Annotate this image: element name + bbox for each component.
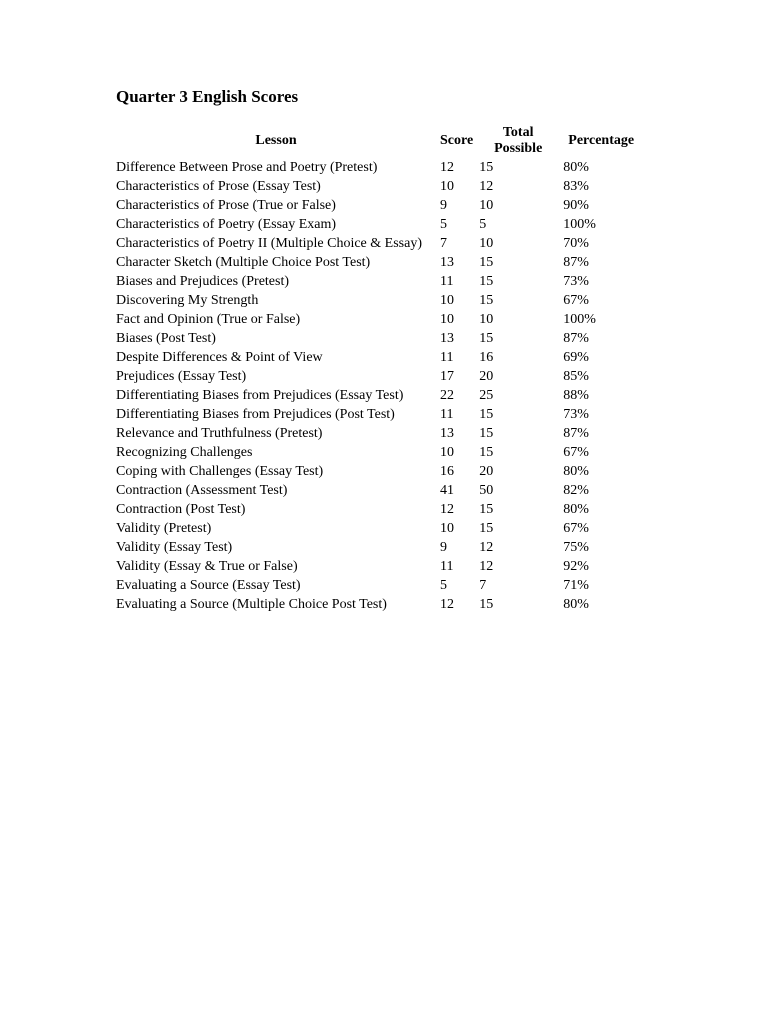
table-row: [114, 349, 641, 368]
table-row: [114, 273, 641, 292]
score-cell: 7: [440, 236, 447, 251]
score-cell: 13: [440, 331, 454, 346]
lesson-cell: Biases (Post Test): [116, 331, 216, 346]
table-row: [114, 197, 641, 216]
total-possible-cell: 16: [479, 350, 494, 365]
score-cell: 12: [440, 160, 454, 175]
lesson-cell: Validity (Essay & True or False): [116, 559, 298, 574]
total-possible-cell: 15: [479, 597, 494, 612]
total-possible-cell: 15: [479, 407, 494, 422]
total-possible-cell: 15: [479, 331, 494, 346]
percentage-cell: 67%: [563, 445, 589, 460]
table-row: [114, 463, 641, 482]
header-row: [114, 124, 641, 159]
lesson-cell: Evaluating a Source (Essay Test): [116, 578, 301, 593]
score-cell: 41: [440, 483, 454, 498]
score-cell: 10: [440, 179, 454, 194]
total-possible-cell: 25: [479, 388, 494, 403]
total-possible-cell: 15: [479, 274, 494, 289]
score-cell: 17: [440, 369, 454, 384]
table-row: [114, 235, 641, 254]
score-cell: 12: [440, 502, 454, 517]
percentage-cell: 80%: [563, 464, 589, 479]
percentage-cell: 87%: [563, 426, 589, 441]
total-possible-cell: 20: [479, 369, 494, 384]
header-percentage: Percentage: [568, 133, 635, 148]
table-row: [114, 539, 641, 558]
percentage-cell: 90%: [563, 198, 589, 213]
total-possible-cell: 12: [479, 559, 494, 574]
total-possible-cell: 10: [479, 236, 494, 251]
lesson-cell: Coping with Challenges (Essay Test): [116, 464, 324, 479]
percentage-cell: 85%: [563, 369, 589, 384]
percentage-cell: 70%: [563, 236, 589, 251]
lesson-cell: Difference Between Prose and Poetry (Pretest): [116, 160, 378, 175]
percentage-cell: 69%: [563, 350, 589, 365]
percentage-cell: 82%: [563, 483, 589, 498]
percentage-cell: 80%: [563, 160, 589, 175]
percentage-cell: 88%: [563, 388, 589, 403]
header-total-line2: Possible: [494, 141, 543, 156]
score-cell: 11: [440, 407, 454, 422]
table-row: [114, 330, 641, 349]
table-row: [114, 425, 641, 444]
lesson-cell: Differentiating Biases from Prejudices (Post Test): [116, 407, 395, 422]
lesson-cell: Relevance and Truthfulness (Pretest): [116, 426, 323, 441]
lesson-cell: Biases and Prejudices (Pretest): [116, 274, 290, 289]
header-lesson: Lesson: [255, 133, 297, 148]
score-cell: 12: [440, 597, 454, 612]
percentage-cell: 71%: [563, 578, 589, 593]
header-total-line1: Total: [502, 125, 534, 140]
percentage-cell: 87%: [563, 255, 589, 270]
table-row: [114, 159, 641, 178]
table-row: [114, 558, 641, 577]
percentage-cell: 67%: [563, 293, 589, 308]
lesson-cell: Character Sketch (Multiple Choice Post Test): [116, 255, 371, 270]
total-possible-cell: 12: [479, 179, 494, 194]
score-cell: 10: [440, 445, 454, 460]
lesson-cell: Characteristics of Prose (Essay Test): [116, 179, 321, 194]
total-possible-cell: 15: [479, 255, 494, 270]
total-possible-cell: 10: [479, 198, 494, 213]
percentage-cell: 73%: [563, 274, 589, 289]
score-cell: 10: [440, 293, 454, 308]
score-cell: 11: [440, 350, 454, 365]
lesson-cell: Fact and Opinion (True or False): [116, 312, 301, 327]
lesson-cell: Differentiating Biases from Prejudices (Essay Test): [116, 388, 404, 403]
total-possible-cell: 15: [479, 293, 494, 308]
header-total-possible: [475, 124, 561, 159]
score-rows: [114, 159, 641, 615]
total-possible-cell: 15: [479, 502, 494, 517]
table-row: [114, 178, 641, 197]
percentage-cell: 87%: [563, 331, 589, 346]
table-row: [114, 406, 641, 425]
total-possible-cell: 15: [479, 445, 494, 460]
score-cell: 10: [440, 521, 454, 536]
total-possible-cell: 15: [479, 160, 494, 175]
total-possible-cell: 15: [479, 521, 494, 536]
lesson-cell: Contraction (Post Test): [116, 502, 246, 517]
scores-table: [114, 124, 641, 615]
percentage-cell: 73%: [563, 407, 589, 422]
score-cell: 5: [440, 217, 447, 232]
score-cell: 9: [440, 540, 447, 555]
total-possible-cell: 7: [479, 578, 487, 593]
table-row: [114, 444, 641, 463]
lesson-cell: Discovering My Strength: [116, 293, 259, 308]
percentage-cell: 92%: [563, 559, 589, 574]
lesson-cell: Despite Differences & Point of View: [116, 350, 323, 365]
table-row: [114, 387, 641, 406]
table-row: [114, 577, 641, 596]
table-row: [114, 596, 641, 615]
lesson-cell: Characteristics of Poetry II (Multiple Choice & Essay): [116, 236, 422, 251]
table-row: [114, 520, 641, 539]
table-row: [114, 501, 641, 520]
total-possible-cell: 12: [479, 540, 494, 555]
percentage-cell: 80%: [563, 502, 589, 517]
percentage-cell: 67%: [563, 521, 589, 536]
table-row: [114, 292, 641, 311]
score-cell: 16: [440, 464, 454, 479]
score-cell: 22: [440, 388, 454, 403]
percentage-cell: 80%: [563, 597, 589, 612]
percentage-cell: 100%: [563, 312, 596, 327]
score-cell: 13: [440, 426, 454, 441]
table-row: [114, 254, 641, 273]
lesson-cell: Validity (Essay Test): [116, 540, 233, 555]
score-cell: 9: [440, 198, 447, 213]
total-possible-cell: 10: [479, 312, 494, 327]
score-cell: 11: [440, 559, 454, 574]
score-cell: 5: [440, 578, 447, 593]
score-cell: 13: [440, 255, 454, 270]
percentage-cell: 75%: [563, 540, 589, 555]
lesson-cell: Prejudices (Essay Test): [116, 369, 247, 384]
total-possible-cell: 15: [479, 426, 494, 441]
total-possible-cell: 20: [479, 464, 494, 479]
lesson-cell: Characteristics of Prose (True or False): [116, 198, 336, 213]
total-possible-cell: 5: [479, 217, 487, 232]
table-row: [114, 482, 641, 501]
table-row: [114, 311, 641, 330]
table-row: [114, 368, 641, 387]
lesson-cell: Recognizing Challenges: [116, 445, 253, 460]
lesson-cell: Evaluating a Source (Multiple Choice Post Test): [116, 597, 387, 612]
page-title: Quarter 3 English Scores: [116, 87, 299, 106]
score-cell: 11: [440, 274, 454, 289]
lesson-cell: Validity (Pretest): [116, 521, 212, 536]
header-score: Score: [440, 133, 474, 148]
table-row: [114, 216, 641, 235]
total-possible-cell: 50: [479, 483, 494, 498]
lesson-cell: Contraction (Assessment Test): [116, 483, 288, 498]
percentage-cell: 83%: [563, 179, 589, 194]
percentage-cell: 100%: [563, 217, 596, 232]
score-cell: 10: [440, 312, 454, 327]
lesson-cell: Characteristics of Poetry (Essay Exam): [116, 217, 337, 232]
